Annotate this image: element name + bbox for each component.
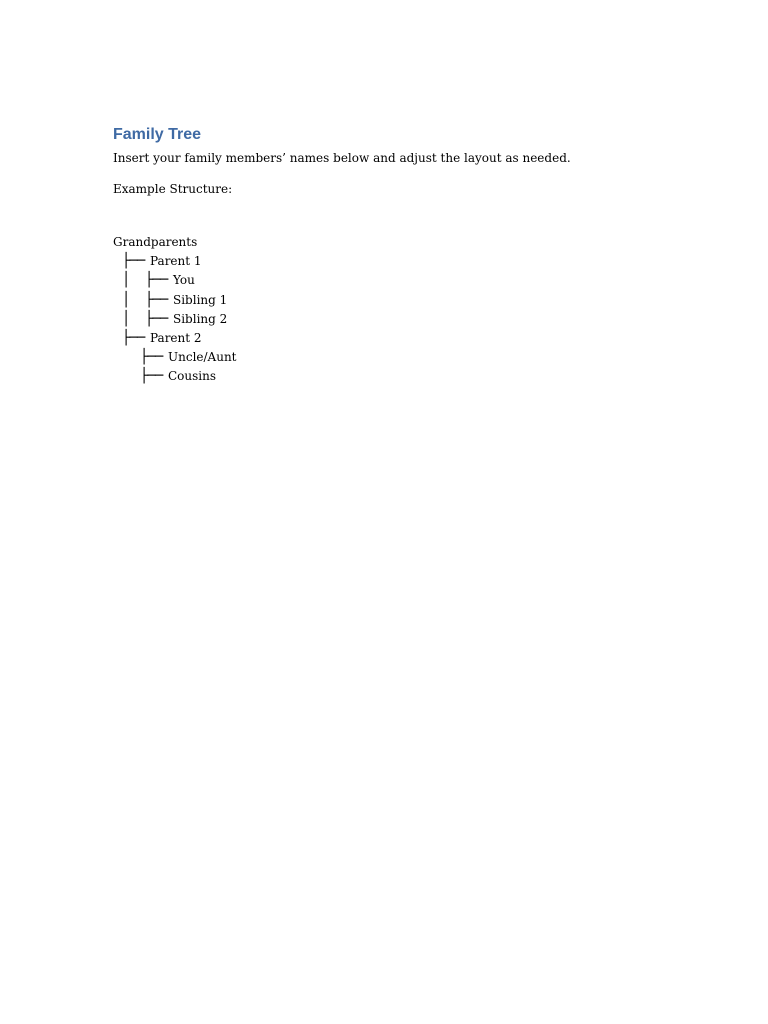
branch-connector: ├── bbox=[140, 368, 163, 385]
tree-node-label: Parent 1 bbox=[150, 254, 202, 269]
branch-connector: ├── bbox=[145, 310, 168, 327]
tree-node-sibling-2 bbox=[113, 310, 673, 329]
tree-root bbox=[113, 233, 673, 252]
example-label: Example Structure: bbox=[113, 182, 233, 196]
tree-node-label: Sibling 2 bbox=[173, 311, 228, 326]
tree-node-you bbox=[113, 271, 673, 290]
pipe-connector: │ bbox=[122, 272, 130, 289]
document-page bbox=[113, 124, 673, 387]
branch-connector: ├── bbox=[140, 349, 163, 366]
branch-connector: ├── bbox=[122, 253, 145, 270]
tree-node-parent-2 bbox=[113, 329, 673, 348]
tree-node-parent-1 bbox=[113, 252, 673, 271]
pipe-connector: │ bbox=[122, 291, 130, 308]
tree-node-cousins bbox=[113, 367, 673, 386]
family-tree bbox=[113, 233, 673, 387]
tree-node-label: Parent 2 bbox=[150, 330, 202, 345]
tree-node-label: Sibling 1 bbox=[173, 292, 228, 307]
page-title: Family Tree bbox=[113, 126, 202, 143]
tree-node-uncle-aunt bbox=[113, 348, 673, 367]
tree-node-sibling-1 bbox=[113, 291, 673, 310]
branch-connector: ├── bbox=[122, 329, 145, 346]
tree-node-label: Uncle/Aunt bbox=[168, 350, 237, 365]
branch-connector: ├── bbox=[145, 291, 168, 308]
tree-node-label: You bbox=[173, 273, 195, 288]
tree-node-label: Cousins bbox=[168, 369, 217, 384]
tree-root-label: Grandparents bbox=[113, 235, 198, 249]
intro-paragraph: Insert your family members’ names below and adjust the layout as needed. bbox=[113, 151, 571, 165]
pipe-connector: │ bbox=[122, 310, 130, 327]
branch-connector: ├── bbox=[145, 272, 168, 289]
